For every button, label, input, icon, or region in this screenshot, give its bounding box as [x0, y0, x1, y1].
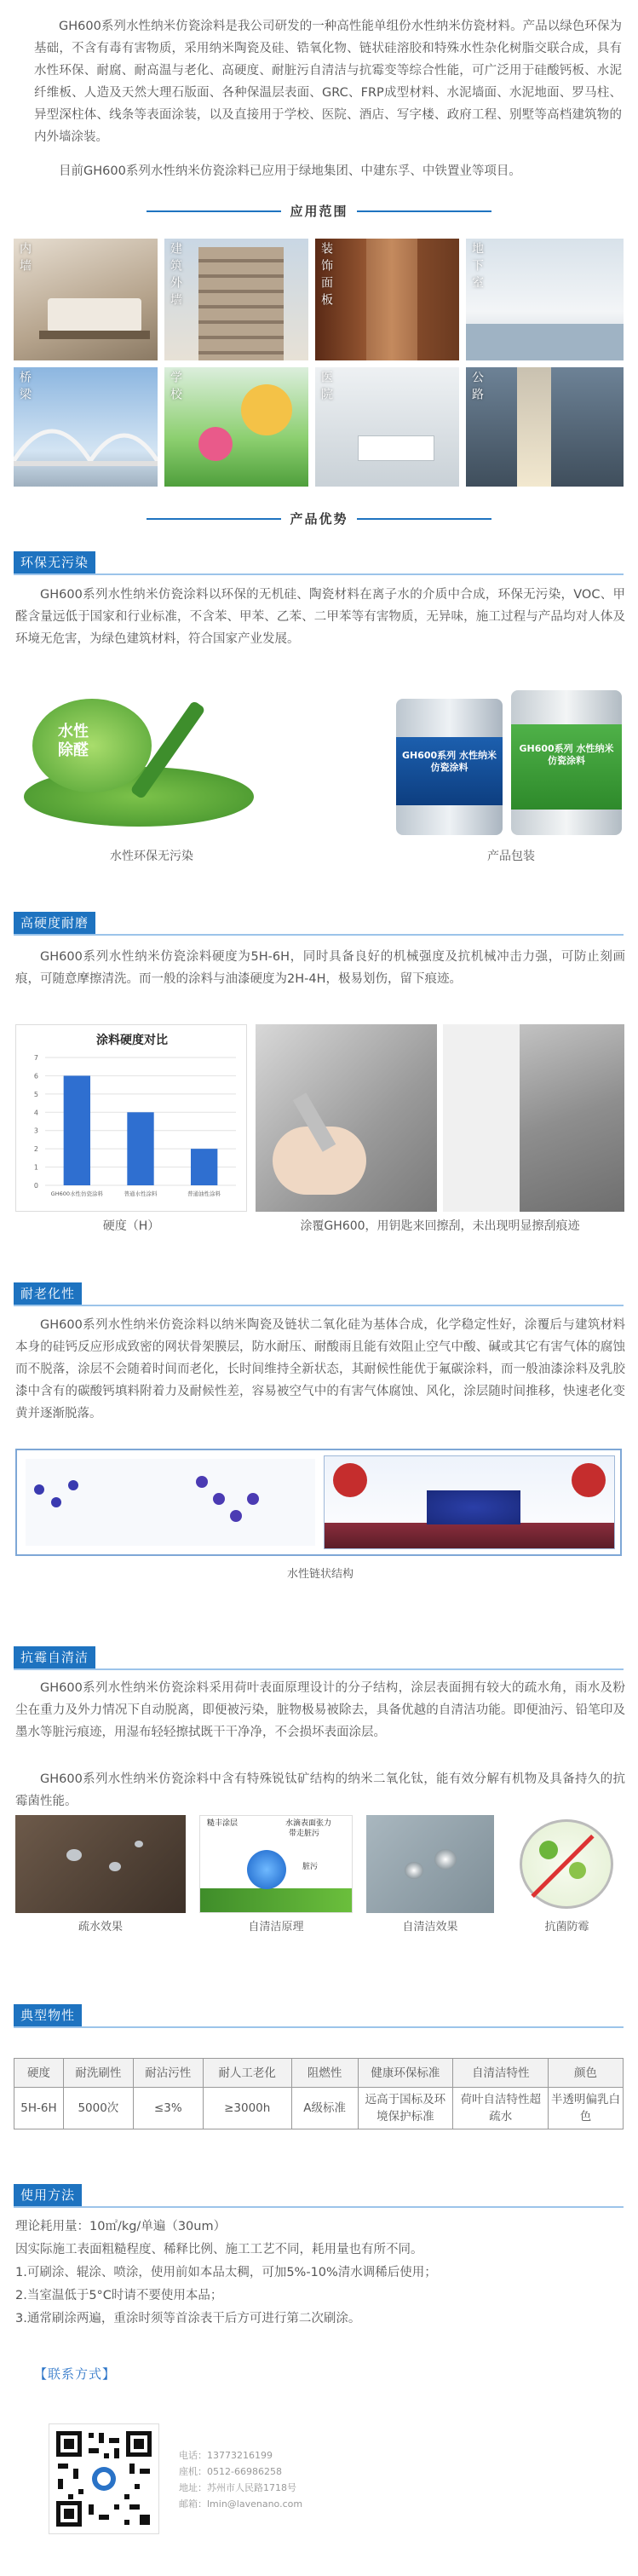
selfclean-text-2: GH600系列水性纳米仿瓷涂料中含有特殊锐钛矿结构的纳米二氧化钛，能有效分解有机物及具备持久的抗霉菌性能。	[15, 1772, 625, 1808]
eco-image-text: 水性 除醛	[58, 723, 89, 759]
section-rule	[14, 1305, 624, 1306]
y-tick-label: 4	[33, 1109, 38, 1117]
usage-heading: 使用方法	[14, 2184, 82, 2206]
section-rule	[14, 573, 624, 575]
tile-label: 学校	[169, 371, 182, 405]
y-tick-label: 0	[33, 1182, 38, 1190]
table-header: 阻燃性	[291, 2059, 358, 2088]
tile-label: 桥梁	[18, 371, 32, 405]
packaging-caption: 产品包装	[487, 850, 535, 863]
hardness-chart-svg	[16, 1025, 248, 1213]
chain-structure-diagram	[15, 1449, 622, 1556]
scratch-photo-left	[256, 1024, 437, 1212]
table-cell: ≤3%	[133, 2088, 203, 2129]
usage-line: 理论耗用量：10㎡/kg/单遍（30um）	[15, 2220, 227, 2233]
section-rule	[14, 934, 624, 936]
diagram-label: 底材	[207, 1879, 223, 1887]
aging-text: GH600系列水性纳米仿瓷涂料以纳米陶瓷及链状二氧化硅为基体合成，化学稳定性好，涂覆后与建筑材料本身的硅钙反应形成致密的网状骨架膜层，防水耐压、耐酸雨且能有效阻止空气中酸、碱或其它有害气体的腐蚀而不脱落，涂层不会随着时间而老化，长时间维持全新状态，其耐候性能优于氟碳涂料，而一般油漆涂料及乳胶漆中含有的碳酸钙填料附着力及耐候性差，容易被空气中的有害气体腐蚀、风化，涂层随时间推移，快速老化变黄并逐渐脱落。	[15, 1318, 625, 1421]
bar	[64, 1075, 90, 1185]
intro-paragraph: GH600系列水性纳米仿瓷涂料是我公司研发的一种高性能单组份水性纳米仿瓷材料。产品以绿色环保为基础，不含有毒有害物质，采用纳米陶瓷及硅、锆氧化物、链状硅溶胶和特殊水性杂化树脂交联合成，具有水性环保、耐腐、耐高温与老化、高硬度、耐脏污自清洁与抗霉变等综合性能，可广泛用于硅酸钙板、水泥纤维板、人造及天然大理石版面、各种保温层表面、GRC、FRP成型材料、水泥墙面、水泥地面、罗马柱、异型深柱体、线条等表面涂装，以及直接用于学校、医院、酒店、写字楼、政府工程、别墅等高档建筑物的内外墙涂装。	[34, 20, 622, 144]
table-cell: 荷叶自洁特性超疏水	[453, 2088, 549, 2129]
selfclean-caption: 自清洁原理	[248, 1921, 304, 1933]
selfclean-caption: 自清洁效果	[402, 1921, 458, 1933]
hardness-text: GH600系列水性纳米仿瓷涂料硬度为5H-6H，同时具备良好的机械强度及抗机械冲击力强，可防止刻画痕，可随意摩擦清洗。而一般的涂料与油漆硬度为2H-4H，极易划伤，留下痕迹。	[15, 950, 625, 986]
usage-line: 3.通常刷涂两遍，重涂时须等首涂表干后方可进行第二次刷涂。	[15, 2312, 361, 2325]
can-label: GH600系列 水性纳米仿瓷涂料	[519, 743, 614, 766]
diagram-label: 脏污	[302, 1863, 319, 1871]
selfclean-principle-diagram	[199, 1815, 353, 1913]
tile-exterior-wall	[164, 239, 308, 360]
aging-heading: 耐老化性	[14, 1282, 82, 1305]
table-header: 硬度	[14, 2059, 64, 2088]
application-title: 应用范围	[281, 204, 356, 219]
hardness-heading: 高硬度耐磨	[14, 912, 95, 934]
y-tick-label: 2	[33, 1145, 38, 1154]
bridge-arch-icon	[14, 401, 158, 487]
scratch-caption: 涂覆GH600，用钥匙来回擦刮，未出现明显擦刮痕迹	[300, 1219, 580, 1233]
contact-heading: 【联系方式】	[34, 2366, 117, 2382]
tile-label: 医院	[319, 371, 333, 405]
x-tick-label: 普通油性涂料	[187, 1190, 221, 1197]
hydrophobic-photo	[15, 1815, 186, 1913]
bar	[127, 1112, 153, 1185]
eco-caption: 水性环保无污染	[110, 850, 193, 863]
contact-phone[interactable]: 电话：13773216199	[179, 2450, 273, 2461]
contact-info	[179, 2447, 302, 2512]
advantages-title: 产品优势	[281, 511, 356, 527]
chart-title: 涂料硬度对比	[96, 1034, 168, 1047]
contact-address: 地址：苏州市人民路1718号	[179, 2482, 296, 2493]
bar	[191, 1149, 217, 1185]
tile-decorative-panel	[315, 239, 459, 360]
hardness-caption: 硬度（H）	[102, 1219, 160, 1233]
hardness-chart	[15, 1024, 247, 1212]
tile-label: 内墙	[18, 242, 32, 276]
table-header: 耐沾污性	[133, 2059, 203, 2088]
x-tick-label: 普通水性涂料	[124, 1190, 158, 1197]
x-tick-label: GH600水性仿瓷涂料	[50, 1190, 104, 1197]
selfclean-text-1: GH600系列水性纳米仿瓷涂料采用荷叶表面原理设计的分子结构，涂层表面拥有较大的疏水角，雨水及粉尘在重力及外力情况下自动脱离，即便被污染，脏物极易被除去，具备优越的自清洁功能。即便油污、铅笔印及墨水等脏污痕迹，用湿布轻轻擦拭既干干净净，不会损坏表面涂层。	[15, 1681, 625, 1739]
tile-school	[164, 367, 308, 487]
aging-caption: 水性链状结构	[286, 1568, 353, 1581]
selfclean-effect-photo	[366, 1815, 494, 1913]
eco-heading: 环保无污染	[14, 551, 95, 573]
can-label: GH600系列 水性纳米仿瓷涂料	[401, 750, 497, 773]
tile-label: 建筑外墙	[169, 242, 182, 310]
diagram-label: 水滴表面张力	[285, 1819, 332, 1828]
section-rule	[14, 2026, 624, 2028]
specs-table	[14, 2058, 624, 2129]
usage-line: 1.可刷涂、辊涂、喷涂，使用前如本品太稠，可加5%-10%清水调稀后使用；	[15, 2266, 437, 2279]
specs-heading: 典型物性	[14, 2004, 82, 2026]
section-rule	[14, 2206, 624, 2208]
table-row	[14, 2088, 624, 2129]
selfclean-caption: 抗菌防霉	[544, 1921, 589, 1933]
eco-text: GH600系列水性纳米仿瓷涂料以环保的无机硅、陶瓷材料在离子水的介质中合成，环保无污染，VOC、甲醛含量远低于国家和行业标准，不含苯、甲苯、乙苯、二甲苯等有害物质，无异味，施工过程与产品均对人体及环境无危害，为绿色建筑材料，符合国家产业发展。	[15, 588, 625, 646]
table-cell: ≥3000h	[203, 2088, 291, 2129]
tile-interior-wall	[14, 239, 158, 360]
table-header: 颜色	[549, 2059, 624, 2088]
table-header: 耐人工老化	[203, 2059, 291, 2088]
diagram-label: 带走脏污	[289, 1830, 320, 1838]
intro-projects: 目前GH600系列水性纳米仿瓷涂料已应用于绿地集团、中建东孚、中铁置业等项目。	[59, 164, 521, 178]
contact-landline[interactable]: 座机：0512-66986258	[179, 2466, 282, 2477]
table-cell: A级标准	[291, 2088, 358, 2129]
diagram-label: 糙丰涂层	[207, 1819, 239, 1828]
product-cans-image	[396, 682, 626, 844]
selfclean-heading: 抗霉自清洁	[14, 1646, 95, 1668]
table-cell: 5000次	[63, 2088, 133, 2129]
table-cell: 半透明偏乳白色	[549, 2088, 624, 2129]
table-header: 自清洁特性	[453, 2059, 549, 2088]
tile-highway	[466, 367, 624, 487]
tile-label: 公路	[470, 371, 484, 405]
usage-line: 2.当室温低于5°C时请不要使用本品；	[15, 2289, 223, 2302]
y-tick-label: 5	[33, 1090, 38, 1098]
selfclean-caption: 疏水效果	[78, 1921, 123, 1933]
tile-basement	[466, 239, 624, 360]
section-rule	[14, 1668, 624, 1670]
y-tick-label: 6	[33, 1072, 38, 1081]
qr-code-icon	[53, 2428, 155, 2530]
y-tick-label: 7	[33, 1054, 38, 1062]
table-cell: 5H-6H	[14, 2088, 64, 2129]
y-tick-label: 1	[33, 1163, 38, 1172]
qr-code[interactable]	[49, 2424, 158, 2533]
y-tick-label: 3	[33, 1127, 38, 1135]
tile-label: 装饰面板	[319, 242, 333, 310]
table-header: 健康环保标准	[358, 2059, 453, 2088]
tile-label: 地下室	[470, 242, 484, 293]
table-cell: 远高于国标及环境保护标准	[358, 2088, 453, 2129]
contact-email[interactable]: 邮箱：lmin@lavenano.com	[179, 2498, 303, 2510]
usage-list	[15, 2216, 625, 2331]
tile-bridge	[14, 367, 158, 487]
scratch-photo-right	[443, 1024, 624, 1212]
usage-line: 因实际施工表面粗糙程度、稀释比例、施工工艺不同，耗用量也有所不同。	[15, 2243, 423, 2256]
table-header-row	[14, 2059, 624, 2088]
eco-image	[15, 682, 288, 844]
tile-hospital	[315, 367, 459, 487]
antibacterial-image	[509, 1815, 624, 1913]
table-header: 耐洗刷性	[63, 2059, 133, 2088]
